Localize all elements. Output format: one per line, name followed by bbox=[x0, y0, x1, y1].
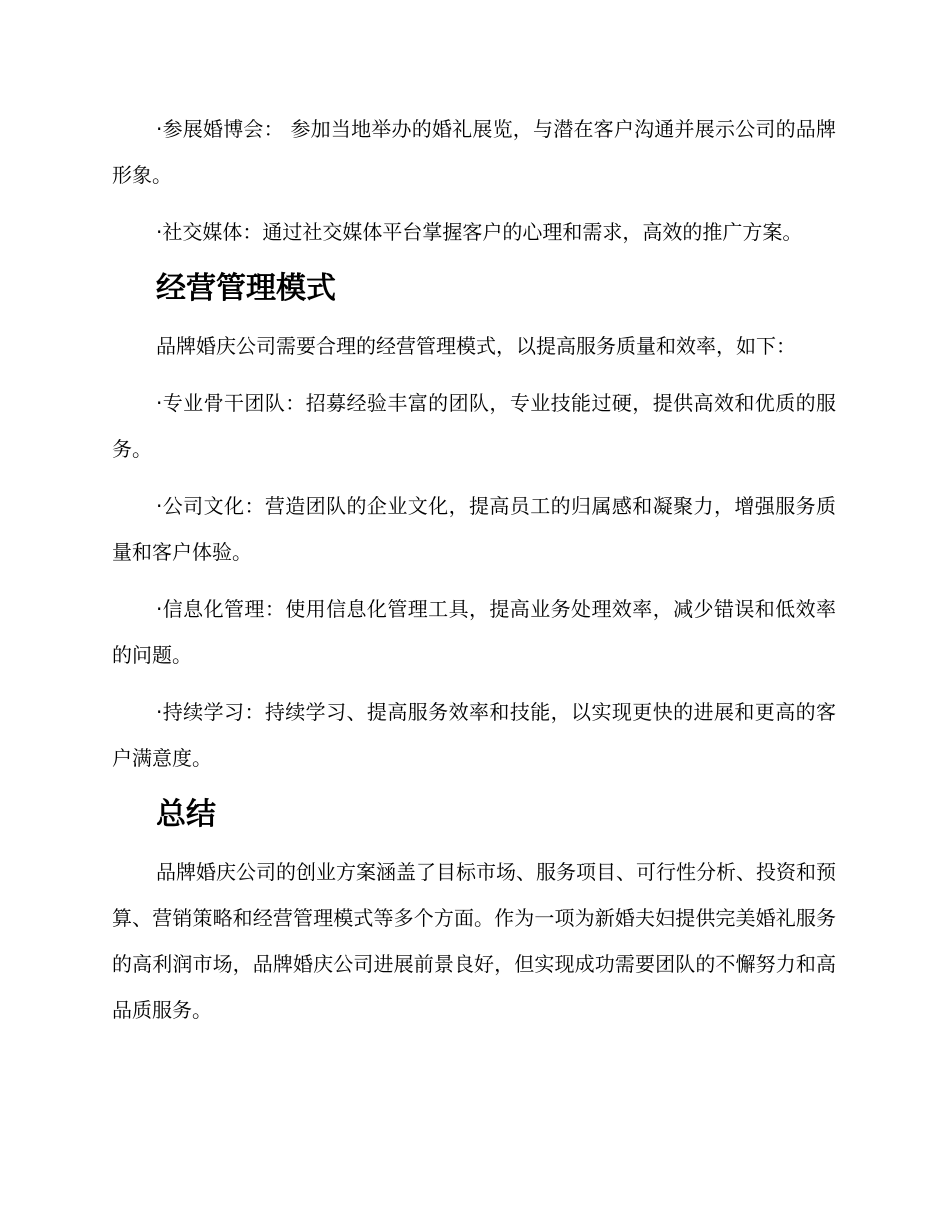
bullet-text: 参加当地举办的婚礼展览，与潜在客户沟通并展示公司的品牌形象。 bbox=[112, 117, 837, 187]
bullet-separator: ： bbox=[242, 220, 263, 244]
bullet-core-team bbox=[112, 380, 836, 472]
section-heading-management: 经营管理模式 bbox=[156, 271, 336, 306]
bullet-term: ·参展婚博会 bbox=[156, 117, 264, 141]
bullet-term: ·信息化管理 bbox=[156, 597, 265, 621]
bullet-term: ·社交媒体 bbox=[156, 220, 243, 244]
management-intro: 品牌婚庆公司需要合理的经营管理模式，以提高服务质量和效率，如下： bbox=[156, 334, 796, 358]
bullet-text: 招募经验丰富的团队，专业技能过硬，提供高效和优质的服务。 bbox=[112, 391, 837, 461]
section-heading-summary: 总结 bbox=[156, 797, 216, 832]
bullet-it-management bbox=[112, 586, 836, 678]
summary-body: 品牌婚庆公司的创业方案涵盖了目标市场、服务项目、可行性分析、投资和预算、营销策略和经营管理模式等多个方面。作为一项为新婚夫妇提供完美婚礼服务的高利润市场，品牌婚庆公司进展前景良好，但实现成功需要团队的不懈努力和高品质服务。 bbox=[112, 860, 836, 1022]
bullet-term: ·持续学习 bbox=[156, 700, 245, 724]
bullet-text: 营造团队的企业文化，提高员工的归属感和凝聚力，增强服务质量和客户体验。 bbox=[112, 494, 837, 564]
bullet-separator: ： bbox=[264, 597, 286, 621]
bullet-expo bbox=[112, 106, 836, 198]
bullet-text: 通过社交媒体平台掌握客户的心理和需求，高效的推广方案。 bbox=[262, 220, 803, 244]
bullet-term: ·专业骨干团队 bbox=[156, 391, 286, 415]
bullet-separator: ： bbox=[285, 391, 306, 415]
bullet-separator: ： bbox=[244, 494, 265, 518]
bullet-company-culture bbox=[112, 483, 836, 575]
bullet-text: 持续学习、提高服务效率和技能，以实现更快的进展和更高的客户满意度。 bbox=[112, 700, 837, 770]
bullet-social-media bbox=[112, 209, 836, 255]
bullet-separator: ： bbox=[263, 117, 284, 141]
bullet-text: 使用信息化管理工具，提高业务处理效率，减少错误和低效率的问题。 bbox=[112, 597, 837, 667]
bullet-term: ·公司文化 bbox=[156, 494, 245, 518]
document-content bbox=[112, 106, 836, 1044]
bullet-separator: ： bbox=[244, 700, 265, 724]
bullet-continuous-learning bbox=[112, 689, 836, 781]
